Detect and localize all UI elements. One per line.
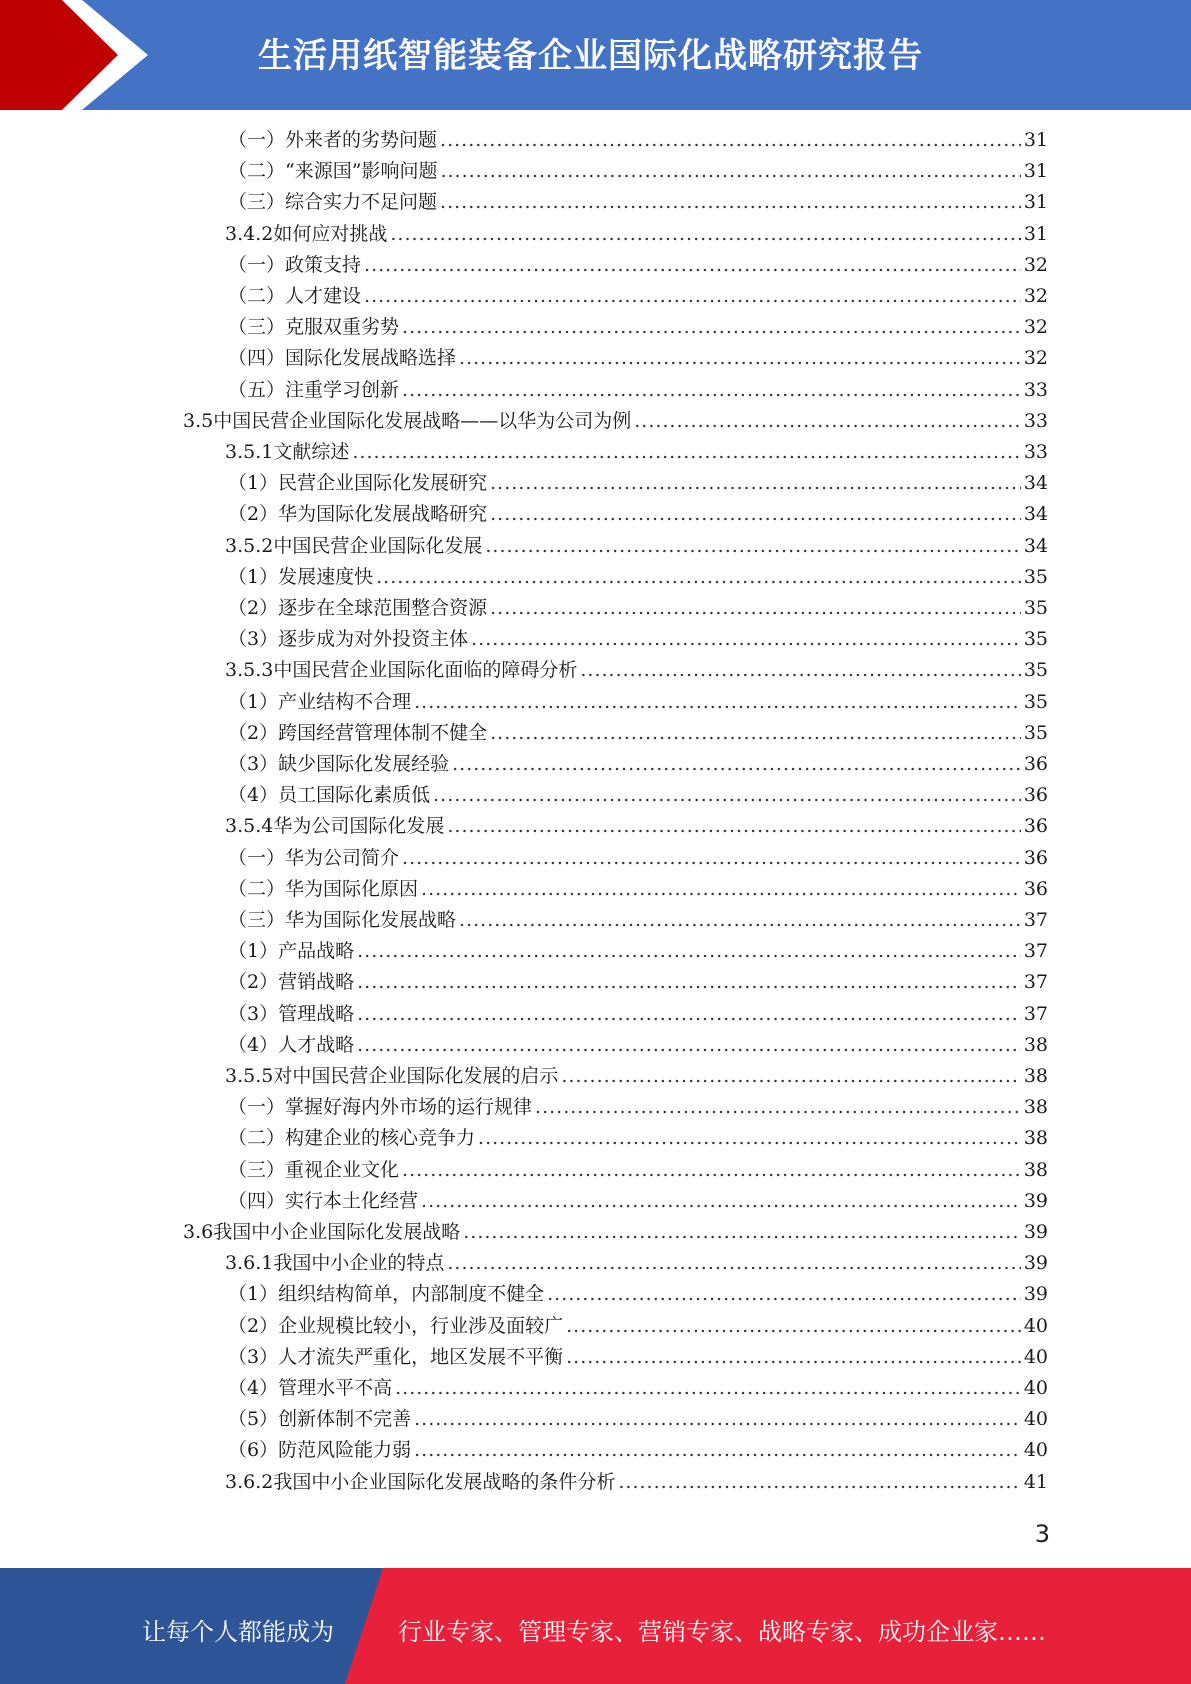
toc-entry-number: 3.6 [183, 1221, 214, 1243]
toc-entry[interactable] [225, 1250, 1048, 1276]
toc-entry-title: 产品战略 [278, 940, 355, 963]
toc-entry-title: 管理战略 [278, 1002, 355, 1025]
toc-entry-title: 营销战略 [278, 971, 355, 994]
toc-entry-number: （四） [228, 347, 286, 370]
toc-entry[interactable] [228, 1032, 1048, 1058]
toc-entry-page: 36 [1023, 877, 1048, 900]
toc-entry[interactable] [228, 252, 1048, 278]
toc-leader-dots [433, 782, 1021, 808]
footer-slogan-left: 让每个人都能成为 [142, 1618, 334, 1646]
toc-entry-page: 38 [1023, 1127, 1048, 1150]
toc-entry-number: 3.5.3 [225, 659, 274, 682]
toc-entry-number: （一） [228, 129, 286, 151]
toc-entry-page: 36 [1023, 784, 1048, 807]
toc-entry[interactable] [225, 221, 1048, 247]
toc-leader-dots [490, 595, 1021, 621]
toc-entry[interactable] [228, 314, 1048, 340]
toc-entry[interactable] [225, 1063, 1048, 1089]
toc-entry-number: 3.5.5 [225, 1065, 274, 1087]
toc-entry-number: （1） [228, 690, 279, 713]
toc-entry-page: 31 [1023, 160, 1048, 183]
toc-entry[interactable] [228, 1188, 1048, 1214]
toc-entry-page: 31 [1023, 222, 1048, 245]
toc-entry-number: 3.5.2 [225, 534, 274, 557]
toc-entry-page: 34 [1023, 472, 1048, 495]
toc-entry[interactable] [228, 564, 1048, 590]
page-header [0, 0, 1191, 110]
toc-entry-title: 文献综述 [273, 441, 350, 463]
toc-entry-number: （3） [228, 628, 279, 651]
toc-entry[interactable] [225, 813, 1048, 839]
toc-leader-dots [580, 657, 1020, 683]
toc-entry-number: （二） [228, 160, 286, 183]
toc-leader-dots [364, 283, 1021, 309]
toc-entry-title: 我国中小企业国际化发展战略 [213, 1221, 461, 1243]
toc-entry-page: 38 [1023, 1033, 1048, 1056]
toc-entry-title: 创新体制不完善 [278, 1408, 412, 1431]
toc-leader-dots [414, 689, 1021, 715]
toc-entry-number: （2） [228, 721, 279, 744]
toc-entry-page: 40 [1023, 1408, 1048, 1431]
toc-leader-dots [452, 751, 1021, 777]
toc-entry[interactable] [228, 876, 1048, 902]
toc-leader-dots [402, 845, 1021, 871]
toc-entry[interactable] [228, 189, 1048, 215]
toc-entry[interactable] [228, 345, 1048, 371]
toc-entry-page: 33 [1023, 378, 1048, 401]
toc-entry-page: 34 [1023, 503, 1048, 526]
toc-entry-page: 37 [1023, 940, 1048, 963]
toc-leader-dots [421, 1188, 1021, 1214]
toc-entry-title: 华为公司简介 [285, 846, 400, 869]
toc-entry-number: （二） [228, 877, 286, 900]
toc-entry-title: 企业规模比较小，行业涉及面较广 [278, 1314, 564, 1337]
toc-entry[interactable] [228, 283, 1048, 309]
toc-entry-page: 33 [1023, 441, 1048, 463]
toc-entry-page: 37 [1023, 971, 1048, 994]
toc-entry[interactable] [228, 127, 1048, 153]
toc-entry-page: 39 [1023, 1252, 1048, 1275]
toc-entry-title: 中国民营企业国际化发展战略——以华为公司为例 [213, 409, 632, 432]
toc-entry-title: 国际化发展战略选择 [285, 347, 457, 370]
toc-entry-title: 政策支持 [285, 253, 362, 276]
toc-entry-page: 35 [1023, 721, 1048, 744]
toc-entry-number: （2） [228, 971, 279, 994]
toc-entry-number: （一） [228, 253, 286, 276]
toc-entry-title: 产业结构不合理 [278, 690, 412, 713]
header-title: 生活用纸智能装备企业国际化战略研究报告 [258, 36, 923, 76]
toc-leader-dots [357, 938, 1021, 964]
toc-entry-page: 32 [1023, 347, 1048, 370]
toc-entry-number: （三） [228, 191, 286, 214]
toc-leader-dots [390, 221, 1020, 247]
toc-entry-number: （一） [228, 846, 286, 869]
toc-entry-page: 39 [1023, 1189, 1048, 1212]
toc-entry[interactable] [225, 657, 1048, 683]
toc-leader-dots [414, 1406, 1021, 1432]
toc-leader-dots [490, 470, 1021, 496]
footer-slogan-right: 行业专家、管理专家、营销专家、战略专家、成功企业家…… [398, 1618, 1046, 1646]
toc-entry[interactable] [228, 1344, 1048, 1370]
toc-entry[interactable] [228, 158, 1048, 184]
toc-leader-dots [402, 314, 1021, 340]
toc-entry[interactable] [228, 1437, 1048, 1463]
toc-entry[interactable] [228, 751, 1048, 777]
toc-entry-number: （2） [228, 597, 279, 619]
toc-entry-number: （四） [228, 1189, 286, 1212]
toc-leader-dots [459, 345, 1021, 371]
toc-leader-dots [357, 1032, 1021, 1058]
toc-entry-title: 构建企业的核心竞争力 [285, 1127, 476, 1150]
toc-entry-title: 民营企业国际化发展研究 [278, 472, 488, 495]
toc-entry-number: （三） [228, 316, 286, 339]
toc-entry[interactable] [228, 470, 1048, 496]
toc-entry[interactable] [228, 1094, 1048, 1120]
toc-leader-dots [463, 1219, 1021, 1245]
toc-entry-page: 39 [1023, 1221, 1048, 1243]
toc-entry[interactable] [228, 782, 1048, 808]
toc-entry-page: 37 [1023, 1002, 1048, 1025]
toc-leader-dots [376, 564, 1021, 590]
toc-leader-dots [566, 1313, 1021, 1339]
toc-leader-dots [447, 813, 1020, 839]
toc-entry-title: 中国民营企业国际化面临的障碍分析 [273, 659, 578, 682]
toc-entry-title: 防范风险能力弱 [278, 1439, 412, 1462]
toc-entry-title: 华为国际化发展战略 [285, 909, 457, 931]
toc-entry-page: 32 [1023, 285, 1048, 307]
toc-leader-dots [402, 1157, 1021, 1183]
toc-leader-dots [440, 189, 1021, 215]
toc-entry[interactable] [228, 626, 1048, 652]
toc-entry-page: 38 [1023, 1065, 1048, 1087]
toc-entry-number: （2） [228, 1314, 279, 1337]
toc-leader-dots [440, 127, 1021, 153]
toc-entry[interactable] [228, 1313, 1048, 1339]
toc-entry[interactable] [228, 969, 1048, 995]
toc-entry-page: 40 [1023, 1439, 1048, 1462]
toc-entry-title: 克服双重劣势 [285, 316, 400, 339]
toc-entry-number: （3） [228, 1002, 279, 1025]
toc-entry[interactable] [228, 595, 1048, 621]
toc-entry[interactable] [225, 439, 1048, 465]
toc-entry-page: 37 [1023, 909, 1048, 931]
toc-entry-number: （1） [228, 940, 279, 963]
toc-entry-page: 32 [1023, 316, 1048, 339]
toc-entry-number: （4） [228, 1033, 279, 1056]
toc-entry-title: 如何应对挑战 [273, 222, 388, 245]
toc-entry-page: 36 [1023, 753, 1048, 775]
header-chevron-icon [0, 0, 160, 110]
toc-entry-title: 外来者的劣势问题 [285, 129, 438, 151]
toc-leader-dots [566, 1344, 1021, 1370]
toc-entry-number: （3） [228, 1345, 279, 1368]
toc-entry-title: 我国中小企业的特点 [273, 1252, 445, 1275]
toc-entry-number: （6） [228, 1439, 279, 1462]
toc-leader-dots [357, 969, 1021, 995]
toc-entry-title: 员工国际化素质低 [278, 784, 431, 807]
toc-leader-dots [485, 533, 1020, 559]
toc-entry-number: 3.6.1 [225, 1252, 274, 1275]
toc-entry[interactable] [228, 1001, 1048, 1027]
toc-leader-dots [357, 1001, 1021, 1027]
toc-leader-dots [561, 1063, 1020, 1089]
toc-entry-number: （1） [228, 565, 279, 588]
toc-entry-title: 注重学习创新 [285, 378, 400, 401]
toc-entry-title: 中国民营企业国际化发展 [273, 534, 483, 557]
toc-entry-title: 跨国经营管理体制不健全 [278, 721, 488, 744]
toc-entry-title: 发展速度快 [278, 565, 374, 588]
toc-entry-title: 华为国际化发展战略研究 [278, 503, 488, 526]
toc-entry-title: “来源国”影响问题 [285, 160, 438, 183]
toc-leader-dots [421, 876, 1021, 902]
toc-leader-dots [478, 1125, 1021, 1151]
toc-entry-title: 人才战略 [278, 1033, 355, 1056]
toc-leader-dots [395, 1375, 1021, 1401]
toc-leader-dots [414, 1437, 1021, 1463]
page-footer [0, 1568, 1191, 1684]
toc-entry-title: 华为公司国际化发展 [273, 815, 445, 838]
toc-entry-number: 3.5 [183, 409, 214, 432]
toc-entry-title: 管理水平不高 [278, 1377, 393, 1399]
toc-entry-number: （2） [228, 503, 279, 526]
toc-entry[interactable] [225, 1469, 1048, 1495]
toc-entry-page: 35 [1023, 659, 1048, 682]
toc-entry[interactable] [228, 501, 1048, 527]
toc-entry-page: 36 [1023, 846, 1048, 869]
toc-entry[interactable] [228, 1375, 1048, 1401]
toc-entry-title: 人才建设 [285, 285, 362, 307]
page-number: 3 [1034, 1520, 1050, 1548]
toc-entry-page: 32 [1023, 253, 1048, 276]
toc-entry-title: 我国中小企业国际化发展战略的条件分析 [273, 1470, 616, 1493]
toc-entry[interactable] [183, 1219, 1048, 1245]
toc-entry-page: 40 [1023, 1314, 1048, 1337]
toc-entry[interactable] [183, 408, 1048, 434]
toc-leader-dots [459, 907, 1021, 933]
toc-entry-number: （4） [228, 784, 279, 807]
toc-entry-number: （五） [228, 378, 286, 401]
toc-entry-number: 3.5.1 [225, 441, 274, 463]
toc-entry[interactable] [228, 377, 1048, 403]
toc-entry-page: 31 [1023, 129, 1048, 151]
toc-leader-dots [471, 626, 1021, 652]
toc-entry-page: 35 [1023, 565, 1048, 588]
toc-leader-dots [547, 1281, 1021, 1307]
toc-entry-number: 3.4.2 [225, 222, 274, 245]
toc-entry-title: 实行本土化经营 [285, 1189, 419, 1212]
toc-entry-number: （三） [228, 1158, 286, 1181]
toc-entry-number: 3.6.2 [225, 1470, 274, 1493]
toc-leader-dots [618, 1469, 1020, 1495]
toc-entry-page: 38 [1023, 1158, 1048, 1181]
toc-entry-number: （1） [228, 1283, 279, 1306]
toc-leader-dots [634, 408, 1021, 434]
toc-entry[interactable] [228, 1281, 1048, 1307]
toc-entry-page: 35 [1023, 597, 1048, 619]
toc-entry-title: 逐步在全球范围整合资源 [278, 597, 488, 619]
toc-entry-page: 31 [1023, 191, 1048, 214]
toc-entry-title: 综合实力不足问题 [285, 191, 438, 214]
toc-leader-dots [352, 439, 1020, 465]
toc-entry[interactable] [228, 907, 1048, 933]
toc-entry[interactable] [228, 938, 1048, 964]
toc-entry-number: （5） [228, 1408, 279, 1431]
toc-entry-title: 缺少国际化发展经验 [278, 753, 450, 775]
toc-entry-page: 38 [1023, 1096, 1048, 1119]
toc-entry-title: 华为国际化原因 [285, 877, 419, 900]
toc-entry-title: 逐步成为对外投资主体 [278, 628, 469, 651]
toc-entry-page: 41 [1023, 1470, 1048, 1493]
toc-entry-page: 40 [1023, 1345, 1048, 1368]
toc-entry[interactable] [228, 720, 1048, 746]
toc-leader-dots [447, 1250, 1020, 1276]
toc-entry-number: （4） [228, 1377, 279, 1399]
toc-entry-page: 35 [1023, 690, 1048, 713]
toc-entry[interactable] [228, 689, 1048, 715]
toc-entry-title: 人才流失严重化，地区发展不平衡 [278, 1345, 564, 1368]
toc-entry-number: （二） [228, 285, 286, 307]
toc-entry-page: 33 [1023, 409, 1048, 432]
toc-entry-number: （三） [228, 909, 286, 931]
toc-entry[interactable] [225, 533, 1048, 559]
toc-entry-number: （一） [228, 1096, 286, 1119]
toc-leader-dots [490, 501, 1021, 527]
toc-entry-number: （二） [228, 1127, 286, 1150]
toc-entry[interactable] [228, 845, 1048, 871]
toc-entry-page: 40 [1023, 1377, 1048, 1399]
toc-entry-number: （1） [228, 472, 279, 495]
toc-leader-dots [364, 252, 1021, 278]
toc-entry-title: 组织结构简单，内部制度不健全 [278, 1283, 545, 1306]
toc-entry-number: （3） [228, 753, 279, 775]
toc-entry-number: 3.5.4 [225, 815, 274, 838]
toc-entry-title: 对中国民营企业国际化发展的启示 [273, 1065, 559, 1087]
toc-entry-title: 掌握好海内外市场的运行规律 [285, 1096, 533, 1119]
toc-entry-page: 35 [1023, 628, 1048, 651]
toc-leader-dots [440, 158, 1020, 184]
toc-entry[interactable] [228, 1406, 1048, 1432]
toc-entry[interactable] [228, 1125, 1048, 1151]
toc-entry-title: 重视企业文化 [285, 1158, 400, 1181]
toc-entry-page: 34 [1023, 534, 1048, 557]
toc-leader-dots [535, 1094, 1021, 1120]
toc-entry-page: 39 [1023, 1283, 1048, 1306]
toc-leader-dots [402, 377, 1021, 403]
toc-entry[interactable] [228, 1157, 1048, 1183]
toc-leader-dots [490, 720, 1021, 746]
toc-entry-page: 36 [1023, 815, 1048, 838]
